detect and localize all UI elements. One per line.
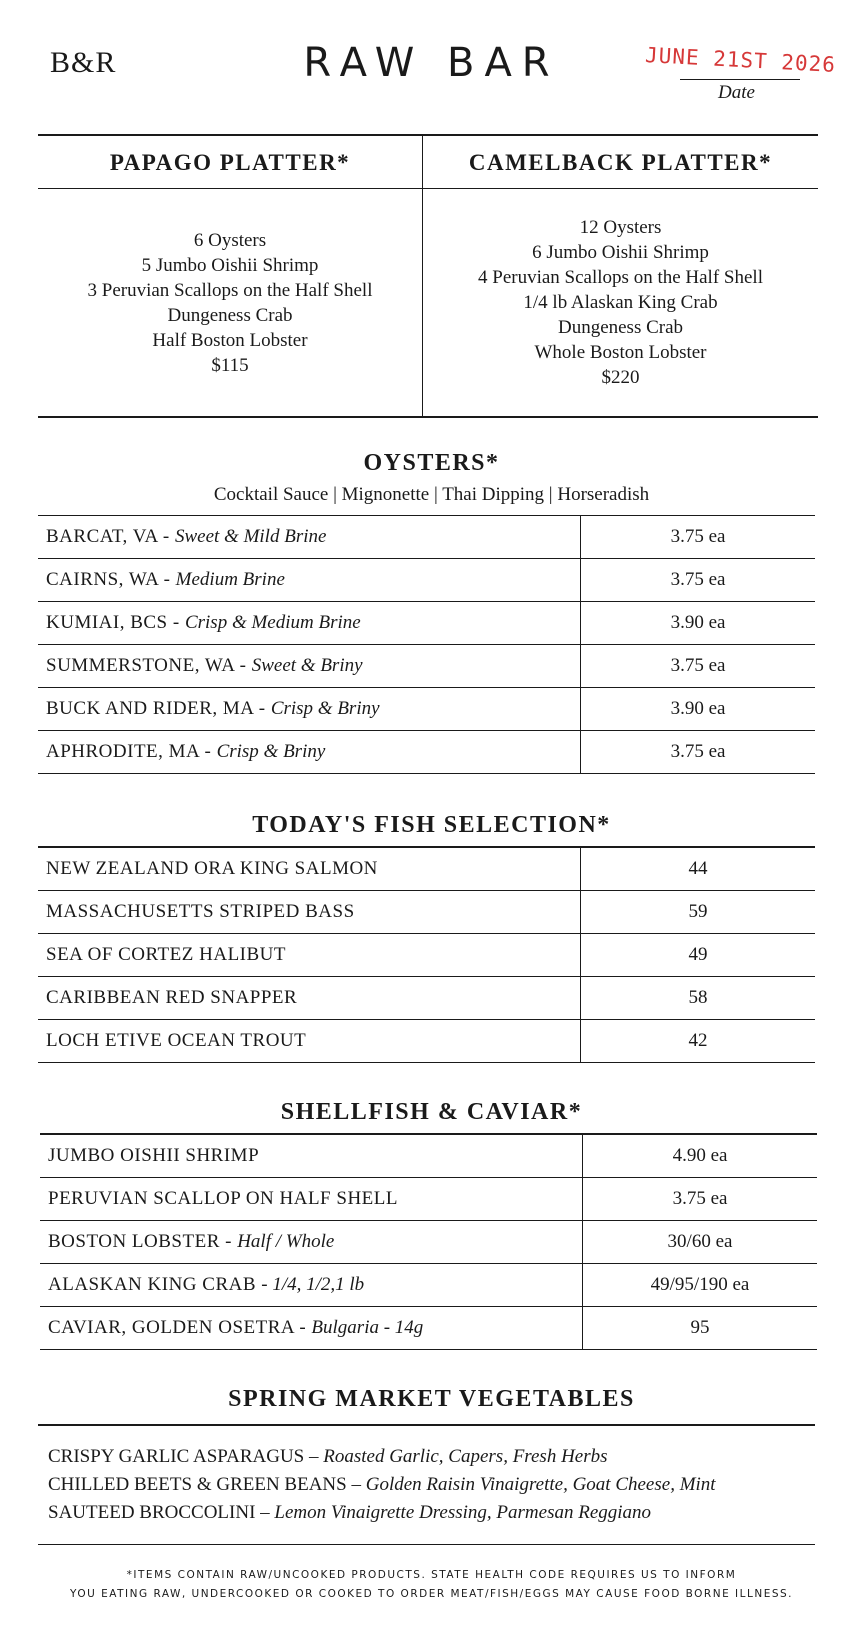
item-name [40, 1264, 583, 1307]
platter-item: Half Boston Lobster [152, 330, 308, 351]
item-price: 3.75 ea [581, 731, 816, 774]
item-price: 95 [583, 1307, 818, 1350]
list-item [48, 1502, 651, 1524]
table-row [40, 1221, 817, 1264]
oysters-sauces: Cocktail Sauce | Mignonette | Thai Dipping | Horseradish [213, 484, 650, 505]
item-price: 59 [581, 891, 816, 934]
shellfish-title: SHELLFISH & CAVIAR* [280, 1099, 583, 1125]
item-name: SEA OF CORTEZ HALIBUT [38, 934, 581, 977]
platter-items-papago [38, 228, 422, 378]
veg-name: SAUTEED BROCCOLINI – [48, 1502, 275, 1523]
fish-table [38, 846, 815, 1063]
platter-item: 6 Jumbo Oishii Shrimp [532, 242, 709, 263]
date-stamp: JUNE 21ST 2026 [644, 43, 837, 77]
item-name: NEW ZEALAND ORA KING SALMON [38, 847, 581, 891]
item-price: 58 [581, 977, 816, 1020]
item-price: 3.90 ea [581, 688, 816, 731]
platter-item: 12 Oysters [579, 217, 662, 238]
item-price: 49 [581, 934, 816, 977]
platter-header-divider [38, 188, 818, 189]
page-title: RAW BAR [303, 40, 560, 86]
item-name [40, 1134, 583, 1178]
table-row [38, 977, 815, 1020]
item-desc: - 1/4, 1/2,1 lb [261, 1274, 365, 1295]
platter-item: 5 Jumbo Oishii Shrimp [141, 255, 319, 276]
item-name [38, 559, 581, 602]
platter-items-camelback [423, 215, 818, 390]
veg-name: CHILLED BEETS & GREEN BEANS – [48, 1474, 366, 1495]
table-row [40, 1307, 817, 1350]
platter-item: Whole Boston Lobster [534, 342, 707, 363]
item-desc: Crisp & Medium Brine [184, 612, 361, 633]
item-price: 3.75 ea [581, 559, 816, 602]
platter-name-papago: PAPAGO PLATTER* [109, 150, 351, 175]
item-desc: Half / Whole [237, 1231, 335, 1252]
item-price: 4.90 ea [583, 1134, 818, 1178]
veg-desc: Golden Raisin Vinaigrette, Goat Cheese, Mint [365, 1474, 716, 1495]
item-desc: Sweet & Mild Brine [174, 526, 327, 547]
item-name: CARIBBEAN RED SNAPPER [38, 977, 581, 1020]
item-desc: Bulgaria - 14g [311, 1317, 424, 1338]
item-name [40, 1221, 583, 1264]
veg-desc: Roasted Garlic, Capers, Fresh Herbs [323, 1446, 608, 1467]
list-item [48, 1474, 716, 1496]
table-row [40, 1264, 817, 1307]
veg-desc: Lemon Vinaigrette Dressing, Parmesan Reggiano [274, 1502, 652, 1523]
item-label: JUMBO OISHII SHRIMP [48, 1145, 260, 1166]
platter-item: Dungeness Crab [557, 317, 684, 338]
fish-title: TODAY'S FISH SELECTION* [252, 812, 611, 838]
table-row [38, 688, 815, 731]
platter-item: 3 Peruvian Scallops on the Half Shell [87, 280, 373, 301]
platters-box [38, 134, 818, 418]
item-name: MASSACHUSETTS STRIPED BASS [38, 891, 581, 934]
item-desc: Sweet & Briny [251, 655, 363, 676]
item-label: APHRODITE, MA - [46, 741, 217, 762]
item-label: CAVIAR, GOLDEN OSETRA - [48, 1317, 312, 1338]
item-label: BOSTON LOBSTER - [48, 1231, 238, 1252]
item-price: 3.75 ea [581, 645, 816, 688]
table-row [38, 516, 815, 559]
item-price: 49/95/190 ea [583, 1264, 818, 1307]
item-price: 3.75 ea [581, 516, 816, 559]
item-desc: Crisp & Briny [216, 741, 326, 762]
item-desc: Crisp & Briny [270, 698, 380, 719]
table-row [38, 934, 815, 977]
item-label: BARCAT, VA - [46, 526, 175, 547]
vegetables-title: SPRING MARKET VEGETABLES [228, 1386, 635, 1412]
veg-name: CRISPY GARLIC ASPARAGUS – [48, 1446, 324, 1467]
table-row [38, 847, 815, 891]
item-desc: Medium Brine [175, 569, 285, 590]
item-name [40, 1178, 583, 1221]
table-row [38, 645, 815, 688]
oysters-table [38, 515, 815, 774]
table-row [38, 731, 815, 774]
platter-item: Dungeness Crab [167, 305, 293, 326]
item-label: KUMIAI, BCS - [46, 612, 185, 633]
disclaimer-line-1: *ITEMS CONTAIN RAW/UNCOOKED PRODUCTS. STATE HEALTH CODE REQUIRES US TO INFORM [126, 1569, 737, 1581]
item-price: 44 [581, 847, 816, 891]
item-price: 3.75 ea [583, 1178, 818, 1221]
item-label: CAIRNS, WA - [46, 569, 176, 590]
date-label: Date [718, 82, 755, 103]
table-row [38, 559, 815, 602]
platter-price: $115 [211, 355, 249, 376]
item-price: 3.90 ea [581, 602, 816, 645]
list-item [48, 1446, 608, 1468]
item-label: BUCK AND RIDER, MA - [46, 698, 271, 719]
item-price: 30/60 ea [583, 1221, 818, 1264]
platter-item: 1/4 lb Alaskan King Crab [523, 292, 718, 313]
table-row [40, 1134, 817, 1178]
item-label: PERUVIAN SCALLOP ON HALF SHELL [48, 1188, 398, 1209]
table-row [38, 602, 815, 645]
vegetables-list [38, 1424, 815, 1545]
date-underline [680, 79, 800, 80]
item-name [40, 1307, 583, 1350]
disclaimer-line-2: YOU EATING RAW, UNDERCOOKED OR COOKED TO ORDER MEAT/FISH/EGGS MAY CAUSE FOOD BORNE ILLNESS. [70, 1588, 793, 1600]
platter-name-camelback: CAMELBACK PLATTER* [468, 150, 773, 175]
table-row [40, 1178, 817, 1221]
item-label: ALASKAN KING CRAB [48, 1274, 262, 1295]
item-name [38, 645, 581, 688]
item-name: LOCH ETIVE OCEAN TROUT [38, 1020, 581, 1063]
logo: B&R [50, 46, 117, 79]
item-name [38, 602, 581, 645]
oysters-title: OYSTERS* [363, 450, 500, 476]
platter-item: 6 Oysters [193, 230, 267, 251]
item-price: 42 [581, 1020, 816, 1063]
shellfish-table [40, 1133, 817, 1350]
platter-item: 4 Peruvian Scallops on the Half Shell [478, 267, 763, 288]
table-row [38, 1020, 815, 1063]
platter-price: $220 [601, 367, 640, 388]
item-name [38, 688, 581, 731]
item-label: SUMMERSTONE, WA - [46, 655, 252, 676]
item-name [38, 516, 581, 559]
item-name [38, 731, 581, 774]
table-row [38, 891, 815, 934]
